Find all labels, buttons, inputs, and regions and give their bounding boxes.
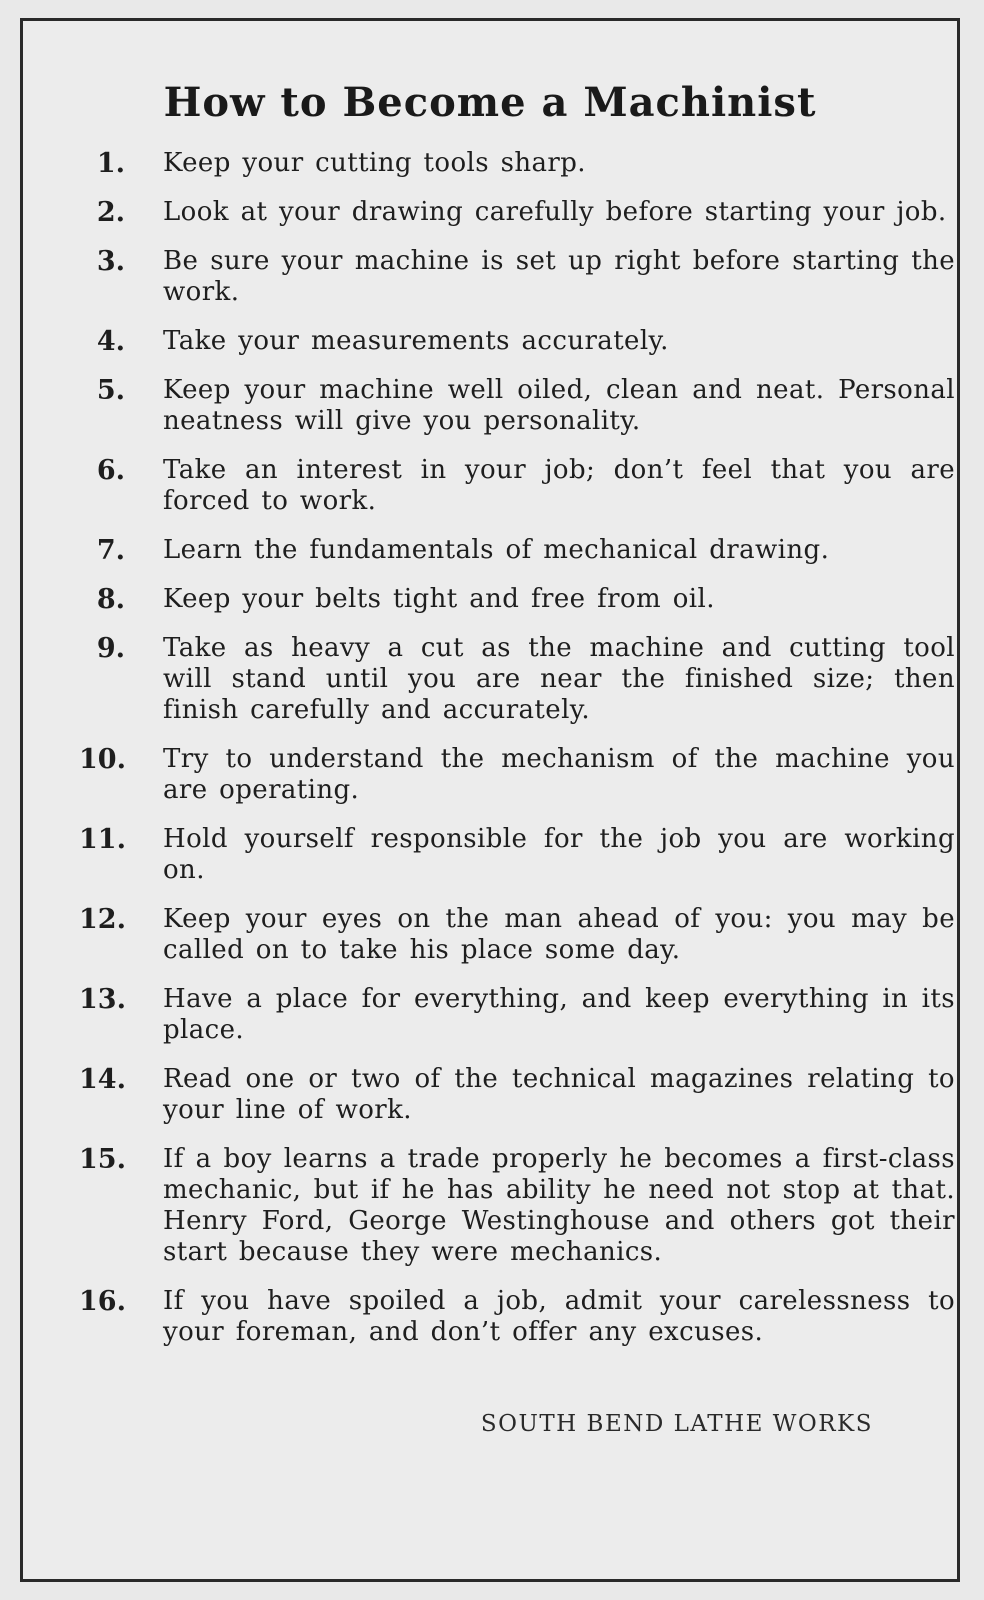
rule-number: 14. — [79, 1064, 126, 1095]
rule-number: 9. — [96, 633, 125, 664]
rule-item — [79, 1286, 955, 1348]
rule-text: Take an interest in your job; don’t feel that you are forced to work. — [163, 455, 955, 516]
rule-item — [79, 584, 955, 615]
rule-number: 5. — [96, 375, 125, 406]
rule-text: Take your measurements accurately. — [163, 326, 669, 356]
rule-item — [79, 535, 955, 566]
rule-text: If a boy learns a trade properly he becomes a first-class mechanic, but if he has ability he need not stop at that. Henry Ford, George Westinghouse and others got their start because they were mechanics. — [163, 1144, 955, 1267]
rule-text: Have a place for everything, and keep everything in its place. — [163, 984, 955, 1045]
rule-text: Keep your cutting tools sharp. — [163, 148, 586, 178]
rule-number: 1. — [96, 148, 125, 179]
rule-text: Learn the fundamentals of mechanical drawing. — [163, 535, 830, 565]
rule-number: 6. — [96, 455, 125, 486]
rule-item — [79, 1064, 955, 1126]
rule-number: 10. — [79, 744, 126, 775]
rule-item — [79, 984, 955, 1046]
rule-item — [79, 148, 955, 179]
rule-text: Try to understand the mechanism of the machine you are operating. — [163, 744, 955, 805]
rule-text: Read one or two of the technical magazines relating to your line of work. — [163, 1064, 955, 1125]
signature: SOUTH BEND LATHE WORKS — [480, 1411, 873, 1437]
rule-text: Keep your belts tight and free from oil. — [163, 584, 715, 614]
rule-number: 15. — [79, 1144, 126, 1175]
rule-text: Keep your machine well oiled, clean and neat. Personal neatness will give you personality. — [163, 375, 955, 436]
rule-text: Keep your eyes on the man ahead of you: you may be called on to take his place some day. — [163, 904, 955, 965]
page-title: How to Become a Machinist — [163, 79, 817, 126]
rule-text: Look at your drawing carefully before starting your job. — [163, 197, 947, 227]
rule-text: Hold yourself responsible for the job you are working on. — [163, 824, 955, 885]
rule-item — [79, 197, 955, 228]
rule-number: 8. — [96, 584, 125, 615]
rules-list — [79, 148, 955, 1366]
rule-item — [79, 375, 955, 437]
rule-item — [79, 744, 955, 806]
rule-text: Be sure your machine is set up right before starting the work. — [163, 246, 955, 307]
rule-item — [79, 326, 955, 357]
rule-item — [79, 824, 955, 886]
rule-number: 13. — [79, 984, 126, 1015]
rule-number: 3. — [96, 246, 125, 277]
rule-number: 7. — [96, 535, 125, 566]
rule-text: If you have spoiled a job, admit your carelessness to your foreman, and don’t offer any excuses. — [163, 1286, 955, 1347]
rule-number: 12. — [79, 904, 126, 935]
rule-number: 16. — [79, 1286, 126, 1317]
rule-number: 4. — [96, 326, 125, 357]
rule-item — [79, 904, 955, 966]
rule-item — [79, 455, 955, 517]
rule-item — [79, 246, 955, 308]
rule-item — [79, 633, 955, 726]
rule-number: 11. — [79, 824, 126, 855]
rule-item — [79, 1144, 955, 1268]
page-border — [20, 18, 960, 1582]
rule-text: Take as heavy a cut as the machine and cutting tool will stand until you are near the finished size; then finish carefully and accurately. — [163, 633, 955, 725]
rule-number: 2. — [96, 197, 125, 228]
